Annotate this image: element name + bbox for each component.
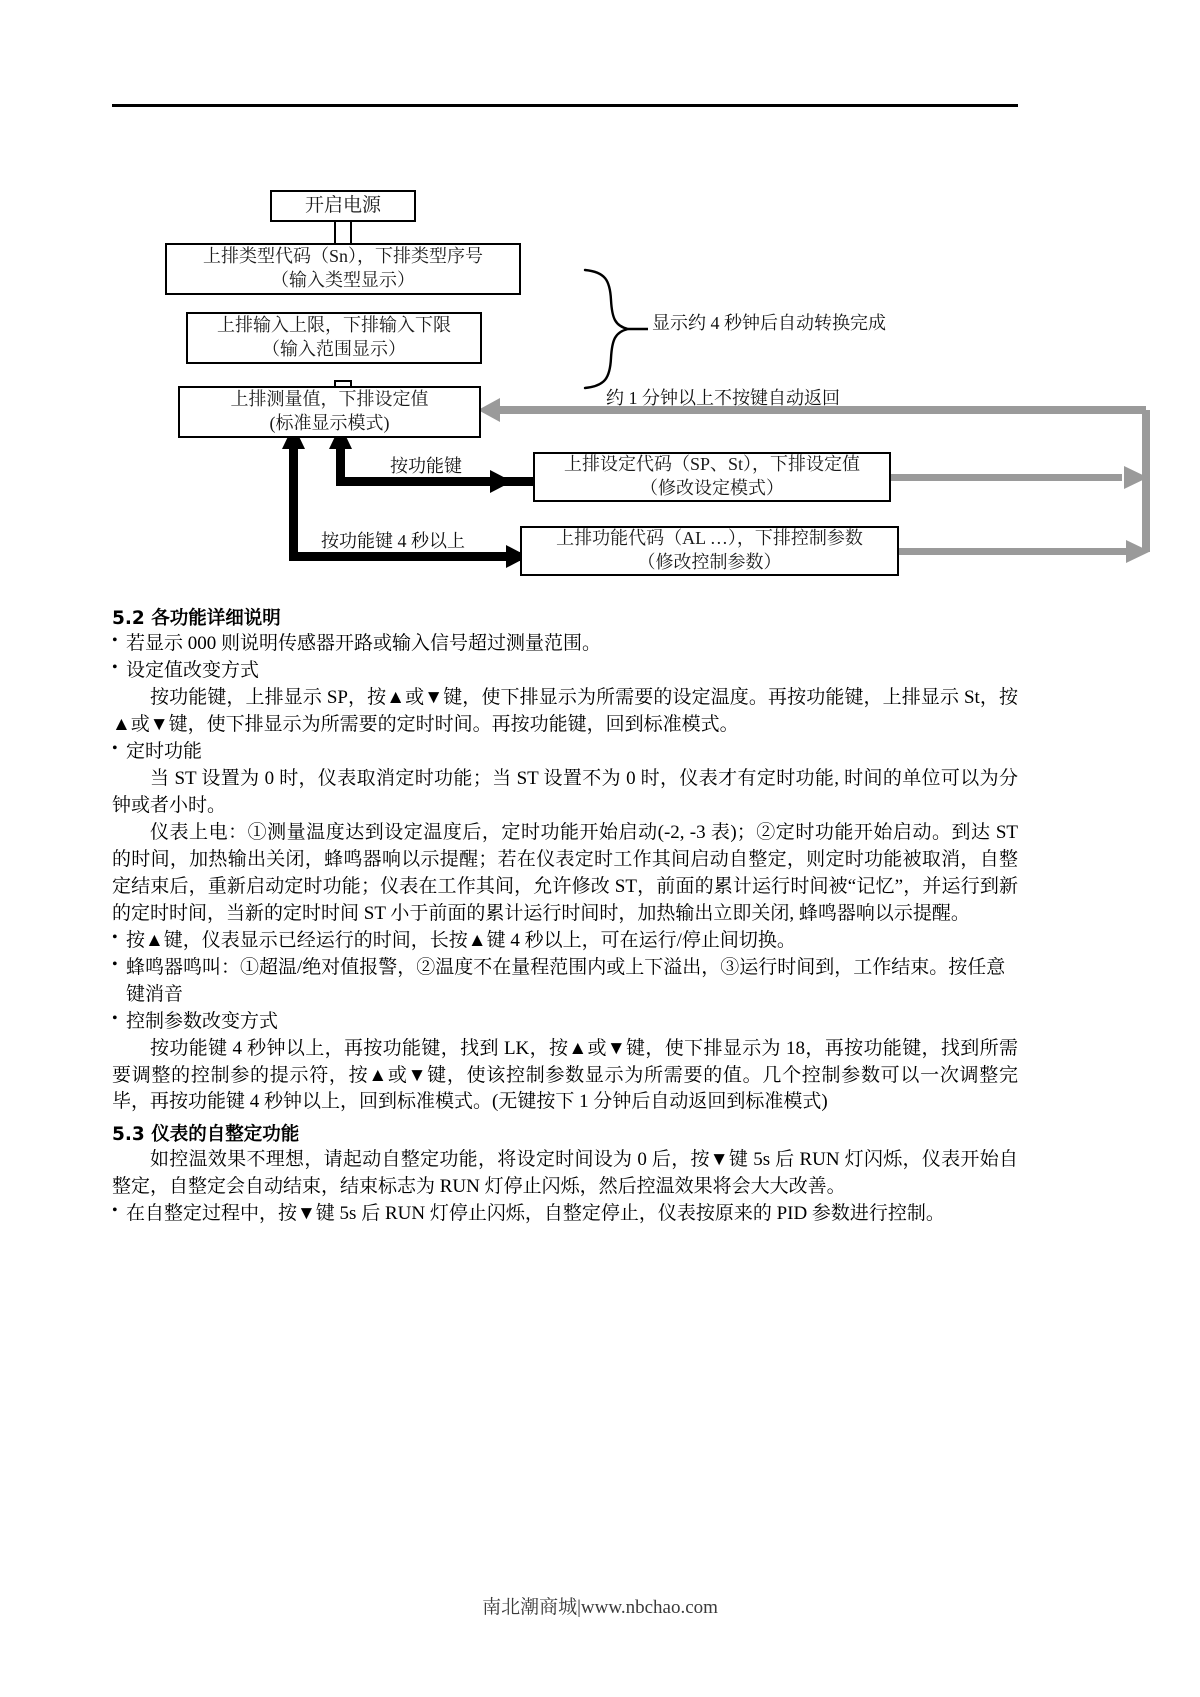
bullet-setpoint-change: • 设定值改变方式 bbox=[112, 658, 1018, 685]
page-footer: 南北潮商城|www.nbchao.com bbox=[482, 1597, 718, 1618]
flow-box-input-range bbox=[186, 312, 482, 364]
flowchart-connectors bbox=[0, 0, 1200, 600]
flow-box-input-range-line1: 上排输入上限，下排输入下限 bbox=[217, 315, 451, 336]
bullet-buzzer: • 蜂鸣器鸣叫：①超温/绝对值报警，②温度不在量程范围内或上下溢出，③运行时间到，工作结束。按任意键消音 bbox=[112, 955, 1018, 1009]
flow-box-power-on-line1: 开启电源 bbox=[304, 195, 381, 217]
heading-5-2: 5.2 各功能详细说明 bbox=[112, 608, 281, 629]
flow-box-setting-mode-line2: （修改设定模式） bbox=[640, 478, 784, 498]
heading-5-3: 5.3 仪表的自整定功能 bbox=[112, 1124, 300, 1146]
para-timer-st: 当 ST 设置为 0 时，仪表取消定时功能；当 ST 设置不为 0 时，仪表才有定时功能, 时间的单位可以为分钟或者小时。 bbox=[112, 767, 1018, 816]
flow-box-type-code-line1: 上排类型代码（Sn），下排类型序号 bbox=[202, 246, 483, 267]
flow-box-standard-display-line1: 上排测量值，下排设定值 bbox=[230, 389, 429, 410]
flow-box-setting-mode bbox=[533, 452, 891, 502]
flow-box-standard-display-line2: (标准显示模式) bbox=[269, 413, 390, 433]
annotation-press-function-key-4s: 按功能键 4 秒以上 bbox=[321, 531, 465, 551]
flow-box-power-on bbox=[270, 190, 416, 222]
flow-box-param-mode-line1: 上排功能代码（AL …），下排控制参数 bbox=[556, 528, 863, 549]
flowchart bbox=[0, 0, 1200, 600]
flow-box-setting-mode-line1: 上排设定代码（SP、St），下排设定值 bbox=[563, 454, 861, 475]
flow-box-param-mode-line2: （修改控制参数） bbox=[637, 552, 782, 572]
flow-box-input-range-line2: （输入范围显示） bbox=[262, 339, 406, 359]
annotation-auto-return: 约 1 分钟以上不按键自动返回 bbox=[606, 388, 840, 408]
flow-box-standard-display bbox=[178, 386, 481, 438]
annotation-auto-convert: 显示约 4 秒钟后自动转换完成 bbox=[652, 313, 886, 333]
bullet-up-key-runtime: • 按▲键，仪表显示已经运行的时间，长按▲键 4 秒以上，可在运行/停止间切换。 bbox=[112, 928, 1018, 955]
curly-brace bbox=[585, 270, 628, 388]
annotation-press-function-key: 按功能键 bbox=[390, 456, 462, 476]
para-timer-powerup: 仪表上电：①测量温度达到设定温度后，定时功能开始启动(-2, -3 表)；②定时功能开始启动。到达 ST 的时间，加热输出关闭，蜂鸣器响以示提醒；若在仪表定时工作其间启动自整定，则定时功能被取消，自整定结束后，重新启动定时功能；仪表在工作其间，允许修改 ST，前面的累计运行时间被“记忆”，并运行到新的定时时间，当新的定时时间 ST 小于前面的累计运行时间时，加热输出立即关闭, 蜂鸣器响以示提醒。 bbox=[112, 821, 1018, 924]
flow-box-type-code-line2: （输入类型显示） bbox=[271, 270, 415, 290]
flow-box-param-mode bbox=[520, 526, 899, 576]
bullet-autotune-stop: • 在自整定过程中，按▼键 5s 后 RUN 灯停止闪烁，自整定停止，仪表按原来的 PID 参数进行控制。 bbox=[112, 1201, 1018, 1228]
para-autotune: 如控温效果不理想，请起动自整定功能，将设定时间设为 0 后，按▼键 5s 后 RUN 灯闪烁，仪表开始自整定，自整定会自动结束，结束标志为 RUN 灯停止闪烁，然后控温效果将会大大改善。 bbox=[112, 1149, 1018, 1198]
para-setpoint-change: 按功能键，上排显示 SP，按▲或▼键，使下排显示为所需要的设定温度。再按功能键，上排显示 St，按▲或▼键，使下排显示为所需要的定时时间。再按功能键，回到标准模式。 bbox=[112, 686, 1018, 735]
bullet-control-param-change: • 控制参数改变方式 bbox=[112, 1009, 1018, 1036]
bullet-timer-function: • 定时功能 bbox=[112, 739, 1018, 766]
flow-box-type-code bbox=[165, 243, 521, 295]
para-control-param-change: 按功能键 4 秒钟以上，再按功能键，找到 LK，按▲或▼键，使下排显示为 18，再按功能键，找到所需要调整的控制参的提示符，按▲或▼键，使该控制参数显示为所需要的值。几个控制参数可以一次调整完毕，再按功能键 4 秒钟以上，回到标准模式。(无键按下 1 分钟后自动返回到标准模式) bbox=[112, 1037, 1018, 1113]
bullet-display-000: • 若显示 000 则说明传感器开路或输入信号超过测量范围。 bbox=[112, 631, 1018, 658]
document-body bbox=[112, 600, 1018, 1228]
